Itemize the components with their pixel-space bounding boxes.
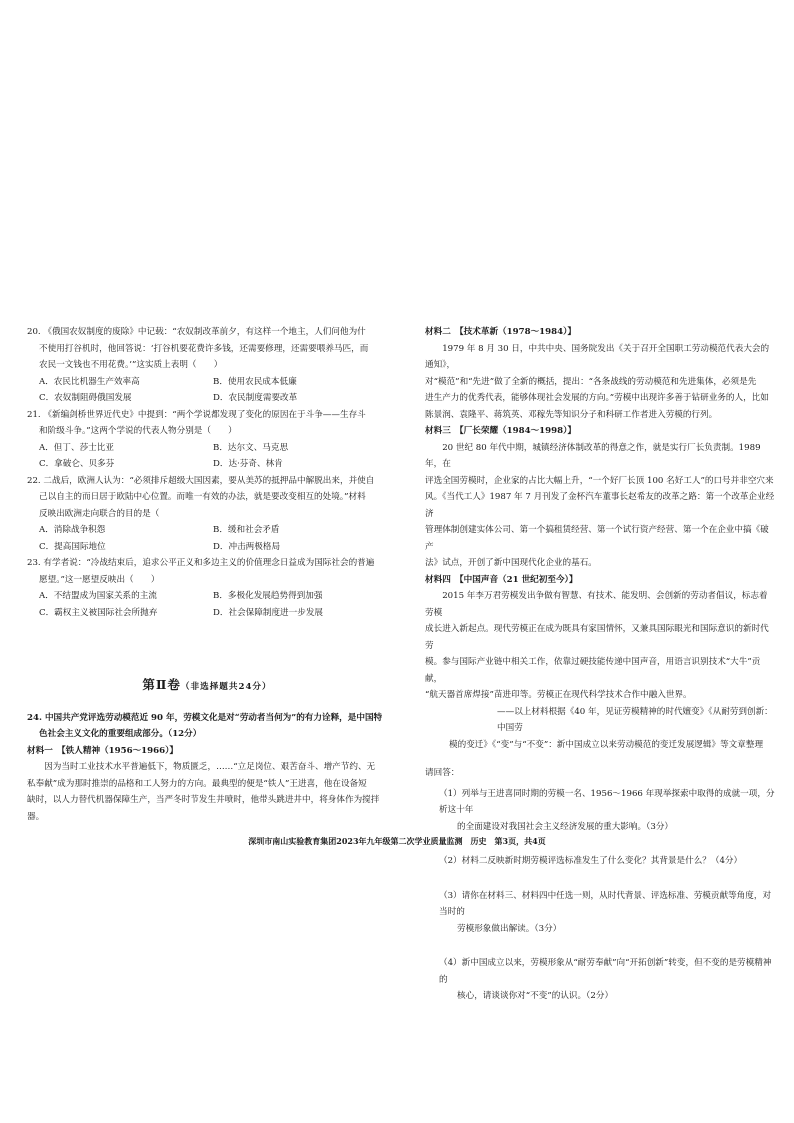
material-text: 法》试点，开创了新中国现代化企业的基石。 bbox=[425, 558, 597, 568]
option-c: C．拿破仑、贝多芬 bbox=[39, 459, 115, 469]
material-text: 20 世纪 80 年代中期，城镇经济体制改革的得意之作，就是实行厂长负责制。1989 年，在 bbox=[425, 442, 761, 469]
question-text: 不使用打谷机时，他回答说：‘打谷机要花费许多钱，还需要修理，还需要喂养马匹，而 bbox=[39, 343, 369, 354]
question-text: 反映出欧洲走向联合的目的是（ bbox=[39, 508, 160, 519]
sub-question-text: 的全面建设对我国社会主义经济发展的重大影响。（3分） bbox=[457, 821, 674, 832]
question-20 bbox=[27, 324, 387, 407]
answer-prompt: 请回答： bbox=[425, 768, 460, 778]
section-name: 第Ⅱ卷 bbox=[142, 677, 181, 692]
option-c: C．农奴制阻碍俄国发展 bbox=[39, 393, 132, 403]
material-text: 风。《当代工人》1987 年 7 月刊发了金杯汽车董事长赵希友的改革之路：第一个改革企业经济 bbox=[425, 492, 775, 519]
option-d: D．农民制度需要改革 bbox=[213, 393, 298, 403]
option-c: C．提高国际地位 bbox=[39, 541, 106, 552]
material-text: 私奉献”成为那时推崇的品格和工人努力的方向。最典型的便是“铁人”王进喜，他在设备短 bbox=[27, 778, 367, 789]
material-text: 缺时，以人力替代机器保障生产，当严冬时节发生井喷时，他带头跳进井中，将身体作为搅拌 bbox=[27, 795, 380, 805]
sub-question-3 bbox=[425, 888, 775, 938]
option-a: A．农民比机器生产效率高 bbox=[39, 376, 140, 387]
question-21 bbox=[27, 407, 387, 473]
question-text: 愿望。”这一愿望反映出（ ） bbox=[39, 574, 160, 585]
question-22 bbox=[27, 473, 387, 556]
right-column bbox=[425, 324, 775, 1005]
options bbox=[27, 440, 387, 473]
option-b: B．多极化发展趋势得到加强 bbox=[213, 591, 323, 601]
options bbox=[27, 374, 387, 407]
question-text: 和阶级斗争。”这两个学说的代表人物分别是（ ） bbox=[39, 426, 237, 436]
material-text: 1979 年 8 月 30 日，中共中央、国务院发出《关于召开全国职工劳动模范代表大会的通知》， bbox=[425, 343, 770, 370]
question-23 bbox=[27, 555, 387, 621]
question-text: 22. 二战后，欧洲人认为：“必须排斥超级大国因素，要从美苏的抵押品中解脱出来，并使自 bbox=[27, 475, 375, 486]
material-text: 陈景润、袁隆平、蒋筑英、邓稼先等知识分子和科研工作者进入劳模的行列。 bbox=[425, 409, 718, 420]
options bbox=[27, 588, 387, 621]
sub-question-text: （1）列举与王进喜同时期的劳模一名、1956～1966 年现举探索中取得的成就一项，分析这十年 bbox=[439, 788, 775, 815]
question-text: 21. 《新编剑桥世界近代史》中提到：“两个学说都发现了变化的原因在于斗争——生存斗 bbox=[27, 409, 366, 420]
material-4-title: 材料四 【中国声音（21 世纪初至今）】 bbox=[425, 574, 578, 585]
material-text: 器。 bbox=[27, 811, 45, 822]
option-d: D．冲击两极格局 bbox=[213, 541, 281, 552]
option-b: B．使用农民成本低廉 bbox=[213, 376, 297, 387]
material-1-title: 材料一 【铁人精神（1956～1966）】 bbox=[27, 745, 178, 756]
option-c: C．霸权主义被国际社会所抛弃 bbox=[39, 607, 158, 618]
sub-question-4 bbox=[425, 955, 775, 1005]
material-source: 模的变迁》《“变”与“不变”：新中国成立以来劳动模范的变迁发展逻辑》等文章整理 bbox=[449, 739, 764, 750]
material-text: 模。参与国际产业链中相关工作，依靠过硬技能传递中国声音，用语言识别技术“大牛”贡献， bbox=[425, 657, 761, 684]
option-b: B．缓和社会矛盾 bbox=[213, 525, 280, 535]
material-source: ——以上材料根据《40 年，见证劳模精神的时代嬗变》《从耐劳到创新：中国劳 bbox=[497, 706, 773, 733]
material-text: 进生产力的优秀代表，能够体现社会发展的方向。”劳模中出现许多善于钻研业务的人，比如 bbox=[425, 393, 769, 403]
options bbox=[27, 522, 387, 555]
sub-question-1 bbox=[425, 786, 775, 836]
page-footer: 深圳市南山实验教育集团2023年九年级第二次学业质量监测 历史 第3页，共4页 bbox=[248, 836, 546, 846]
option-d: D．社会保障制度进一步发展 bbox=[213, 607, 324, 618]
question-text: 24. 中国共产党评选劳动模范近 90 年，劳模文化是对“劳动者当何为”的有力诠释，是中国特 bbox=[27, 712, 383, 723]
option-b: B．达尔文、马克思 bbox=[213, 442, 289, 453]
sub-question-text: 劳模形象做出解读。（3分） bbox=[457, 923, 562, 934]
material-text: 2015 年李万君劳模发出争做有智慧、有技术、能发明、会创新的劳动者倡议，标志着劳模 bbox=[425, 591, 768, 618]
material-text: 因为当时工业技术水平普遍低下，物质匮乏，……“立足岗位、艰苦奋斗、增产节约、无 bbox=[44, 762, 376, 772]
sub-question-2 bbox=[425, 853, 775, 870]
material-text: 管理体制创建实体公司、第一个搞租赁经营、第一个试行资产经营、第一个在企业中搞《破产 bbox=[425, 525, 769, 552]
sub-question-text: （2）材料二反映新时期劳模评选标准发生了什么变化？其背景是什么？（4分） bbox=[439, 856, 743, 866]
material-text: “航天器首席焊接”苗进印等。劳模正在现代科学技术合作中融入世界。 bbox=[425, 690, 692, 700]
option-a: A．消除战争积怨 bbox=[39, 525, 106, 535]
question-text: 己以自主的而日居于欧陆中心位置。而唯一有效的办法，就是要改变相互的处境。”材料 bbox=[39, 492, 366, 502]
sub-question-text: （3）请你在材料三、材料四中任选一则，从时代背景、评选标准、劳模贡献等角度，对当时的 bbox=[439, 890, 772, 917]
material-3-title: 材料三 【厂长荣耀（1984～1998）】 bbox=[425, 426, 576, 436]
material-text: 对“模范”和“先进”做了全新的概括，提出：“各条战线的劳动模范和先进集体，必须是先 bbox=[425, 376, 757, 387]
sub-question-text: 核心，请谈谈你对“不变”的认识。（2分） bbox=[457, 991, 614, 1001]
question-text: 20. 《俄国农奴制度的废除》中记载：“农奴制改革前夕，有这样一个地主，人们问他为什 bbox=[27, 327, 366, 337]
option-d: D．达·芬奇、林肯 bbox=[213, 459, 283, 469]
material-2-title: 材料二 【技术革新（1978～1984）】 bbox=[425, 327, 576, 337]
question-text: 色社会主义文化的重要组成部分。（12分） bbox=[39, 729, 202, 739]
section-subtitle: （非选择题共24分） bbox=[180, 682, 272, 692]
left-column bbox=[27, 324, 387, 825]
material-text: 评选全国劳模时，企业家的占比大幅上升，“一个好厂长顶 100 名好工人”的口号并非空穴来 bbox=[425, 475, 774, 486]
question-text: 23. 有学者说：“冷战结束后，追求公平正义和多边主义的价值理念日益成为国际社会的普遍 bbox=[27, 558, 375, 568]
question-24 bbox=[27, 710, 387, 826]
option-a: A．不结盟成为国家关系的主流 bbox=[39, 591, 157, 601]
sub-question-text: （4）新中国成立以来，劳模形象从“耐劳奉献”向“开拓创新”转变，但不变的是劳模精神的 bbox=[439, 958, 772, 985]
option-a: A．但丁、莎士比亚 bbox=[39, 442, 114, 453]
question-text: 农民一文钱也不用花费。’”这实质上表明（ ） bbox=[39, 360, 223, 370]
section-title bbox=[27, 677, 387, 696]
material-text: 成长进入新起点。现代劳模正在成为既具有家国情怀，又兼具国际眼光和国际意识的新时代劳 bbox=[425, 624, 769, 651]
